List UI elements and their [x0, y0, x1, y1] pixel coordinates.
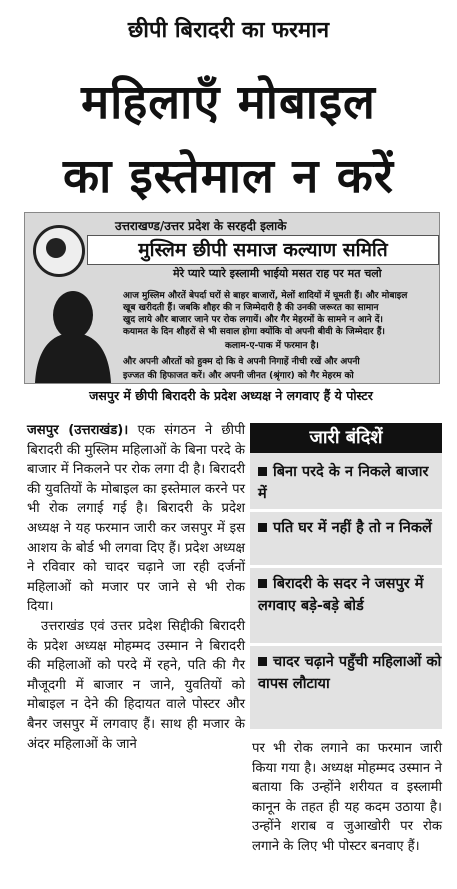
bullet-square-icon [258, 579, 267, 588]
poster-text-line: कलाम-ए-पाक में फरमान है। [225, 341, 319, 351]
box-divider [250, 509, 442, 512]
poster-text-line: खुद लाये और बाजार जाने पर रोक लगायें। और गैर मेहरमों के सामने न आने दें। [123, 315, 383, 325]
poster-text-line: और अपनी औरतों को हुक्म दो कि वे अपनी निगाहें नीची रखें और अपनी [123, 357, 360, 367]
main-headline-line1: महिलाएँ मोबाइल [81, 75, 376, 130]
veiled-woman-silhouette-icon [31, 285, 115, 383]
poster-text-line: कयामत के दिन शौहरों से भी सवाल होगा क्योंकि वो अपनी बीवी के जिम्मेदार हैं। [123, 327, 385, 337]
article-text: एक संगठन ने छीपी बिरादरी की मुस्लिम महिलाओं के बिना परदे के बाजार में निकलने पर रोक लगा दी है। बिरादरी की युवतियों के मोबाइल का इस्तेमाल करने पर भी रोक लगाई गई है। बिरादरी के प्रदेश अध्यक्ष ने यह फरमान जारी कर जसपुर में इस आशय के बोर्ड भी लगवा दिए हैं। प्रदेश अध्यक्ष ने रविवार को चादर चढ़ाने जा रही दर्जनों महिलाओं को मजार पर जाने से भी रोक दिया। [27, 423, 245, 615]
article-right-column [252, 739, 442, 857]
bullet-square-icon [258, 657, 267, 666]
poster-org-name: मुस्लिम छीपी समाज कल्याण समिति [87, 235, 439, 265]
restriction-item: बिना परदे के न निकले बाजार में [258, 464, 429, 502]
restrictions-box [250, 423, 442, 729]
poster-text-line: इज्जत की हिफाजत करें। और अपनी जीनत (श्रृंगार) को गैर मेहरम को [123, 371, 354, 381]
box-divider [250, 565, 442, 568]
main-headline-line2: का इस्तेमाल न करें [62, 149, 395, 204]
poster-text-line: खूब खरीदती हैं। जबकि शौहर की न जिम्मेदारी है की उनकी जरूरत का सामान [123, 303, 379, 313]
article-paragraph [27, 421, 245, 617]
bullet-square-icon [258, 523, 267, 532]
article-dateline: जसपुर (उत्तराखंड)। [27, 423, 129, 438]
bullet-square-icon [258, 467, 267, 476]
organization-logo-icon [33, 225, 85, 277]
poster-text-line: आज मुस्लिम औरतें बेपर्दा घरों से बाहर बाजारों, मेलों शादियों में घूमती हैं। और मोबाइल [123, 291, 408, 301]
poster-subtitle: मेरे प्यारे प्यारे इस्लामी भाईयो मसत राह पर मत चलो [173, 267, 382, 280]
article-paragraph: पर भी रोक लगाने का फरमान जारी किया गया है। अध्यक्ष मोहम्मद उस्मान ने बताया कि उन्होंने शरीयत व इस्लामी कानून के तहत ही यह कदम उठाया है। उन्होंने शराब व जुआखोरी पर रोक लगाने के लिए भी पोस्टर बनवाए हैं। [252, 741, 442, 854]
kicker-headline: छीपी बिरादरी का फरमान [127, 18, 330, 43]
poster-photo [24, 212, 440, 384]
restriction-item: चादर चढ़ाने पहुँची महिलाओं को वापस लौटाया [258, 654, 442, 692]
article-paragraph: उत्तराखंड एवं उत्तर प्रदेश सिद्दीकी बिरादरी के प्रदेश अध्यक्ष मोहम्मद उस्मान ने बिरादरी की महिलाओं को परदे में रहने, पति की गैर मौजूदगी में बाजार न जाने, युवतियों को मोबाइल न देने की हिदायत वाले पोस्टर और बैनर जसपुर में लगवाए हैं। साथ ही मजार के अंदर महिलाओं के जाने [27, 618, 245, 752]
article-left-column [27, 421, 245, 754]
box-divider [250, 643, 442, 646]
photo-caption: जसपुर में छीपी बिरादरी के प्रदेश अध्यक्ष ने लगवाए हैं ये पोस्टर [89, 388, 373, 403]
poster-region-line: उत्तराखण्ड/उत्तर प्रदेश के सरहदी इलाके [115, 219, 287, 233]
restriction-item: बिरादरी के सदर ने जसपुर में लगवाए बड़े-बड़े बोर्ड [258, 576, 424, 614]
restriction-item: पति घर में नहीं है तो न निकलें [250, 517, 442, 539]
restrictions-box-title: जारी बंदिशें [250, 423, 442, 453]
